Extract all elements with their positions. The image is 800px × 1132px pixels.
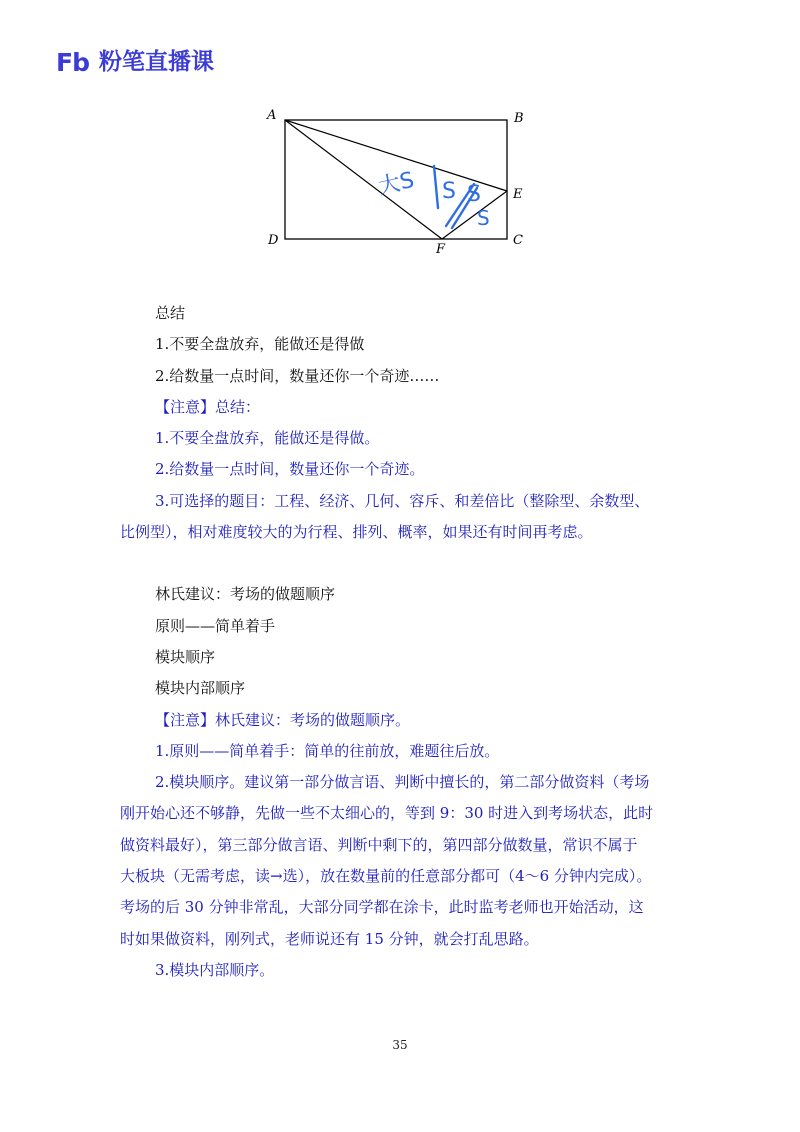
note2-item-2-line-2: 刚开始心还不够静，先做一些不太细心的，等到 9：30 时进入到考场状态，此时	[120, 804, 654, 823]
note2-item-2-line-6: 时如果做资料，刚列式，老师说还有 15 分钟，就会打乱思路。	[120, 929, 539, 948]
label-c: C	[513, 233, 523, 248]
page-body	[120, 298, 700, 986]
ink-text-s1: S	[442, 179, 456, 204]
lin-item-3: 模块内部顺序	[155, 679, 246, 698]
note2-item-2-line-4: 大板块（无需考虑，读→选），放在数量前的任意部分都可（4～6 分钟内完成）。	[120, 867, 652, 886]
note2-heading: 【注意】林氏建议：考场的做题顺序。	[155, 710, 411, 729]
lin-item-2: 模块顺序	[155, 647, 216, 666]
ink-text-s3: S	[477, 206, 490, 230]
handwriting-text	[376, 168, 490, 230]
label-b: B	[514, 111, 524, 126]
note2-item-1: 1.原则——简单着手：简单的往前放，难题往后放。	[155, 741, 500, 760]
note1-item-2: 2.给数量一点时间，数量还你一个奇迹。	[155, 460, 425, 479]
note2-item-3: 3.模块内部顺序。	[155, 960, 275, 979]
rectangle-diagram	[262, 104, 542, 264]
note2-item-2-line-1: 2.模块顺序。建议第一部分做言语、判断中擅长的，第二部分做资料（考场	[155, 773, 650, 792]
geometry-figure	[262, 104, 542, 264]
brand-logo	[56, 50, 214, 75]
lin-item-1: 原则——简单着手	[155, 616, 276, 635]
ink-text-s2: S	[467, 182, 481, 207]
note1-heading: 【注意】总结：	[155, 397, 261, 416]
label-f: F	[436, 242, 446, 257]
lin-heading: 林氏建议：考场的做题顺序	[155, 585, 336, 604]
note1-item-3-line-1: 3.可选择的题目：工程、经济、几何、容斥、和差倍比（整除型、余数型、	[155, 491, 650, 510]
logo-mark: Fb	[56, 48, 89, 77]
label-d: D	[268, 233, 279, 248]
logo-text: 粉笔直播课	[98, 49, 214, 75]
summary-heading: 总结	[155, 304, 186, 322]
note1-item-3-line-2: 比例型），相对难度较大的为行程、排列、概率，如果还有时间再考虑。	[120, 523, 593, 542]
label-a: A	[267, 108, 277, 123]
ink-divider-1	[434, 166, 438, 208]
summary-item-1: 1.不要全盘放弃，能做还是得做	[155, 335, 365, 354]
note2-item-2-line-3: 做资料最好），第三部分做言语、判断中剩下的，第四部分做数量，常识不属于	[120, 835, 638, 854]
summary-item-2: 2.给数量一点时间，数量还你一个奇迹……	[155, 366, 440, 385]
note1-item-1: 1.不要全盘放弃，能做还是得做。	[155, 429, 380, 448]
page-number: 35	[392, 1038, 408, 1052]
note2-item-2-line-5: 考场的后 30 分钟非常乱，大部分同学都在涂卡，此时监考老师也开始活动，这	[120, 898, 644, 917]
label-e: E	[513, 187, 523, 202]
ink-text-big-s: 大S	[376, 167, 417, 200]
segment-af	[285, 120, 442, 239]
